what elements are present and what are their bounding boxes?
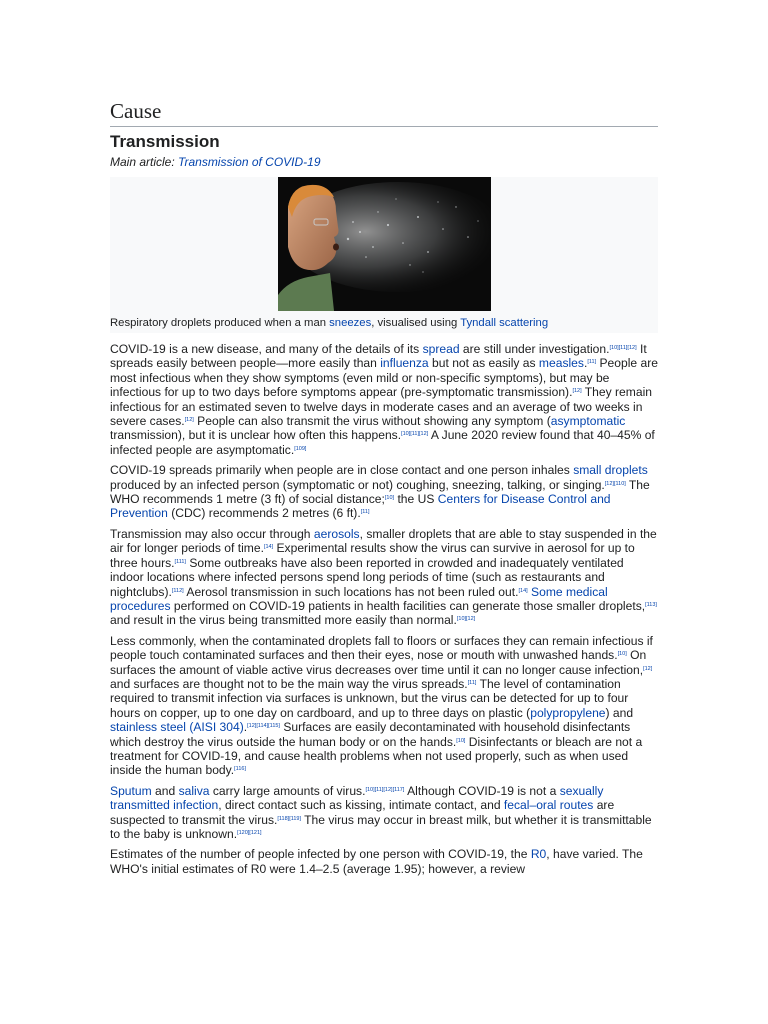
caption-link-tyndall-scattering[interactable]: Tyndall scattering	[460, 317, 549, 329]
citation-ref[interactable]: [11]	[587, 359, 597, 366]
inline-link[interactable]: measles	[538, 356, 584, 371]
paragraph	[110, 784, 658, 842]
paragraph-text: Transmission may also occur through	[110, 526, 314, 541]
citation-ref[interactable]: [116]	[234, 766, 246, 773]
inline-link[interactable]: Sputum	[110, 783, 152, 798]
paragraph-text: .	[583, 356, 588, 371]
inline-link[interactable]: influenza	[380, 356, 429, 371]
section-heading: Cause	[110, 98, 658, 127]
inline-link[interactable]: Some medical procedures	[110, 584, 608, 613]
main-article-link[interactable]: Transmission of COVID-19	[178, 155, 321, 169]
paragraph-text: and surfaces are thought not to be the main way the virus spreads.	[110, 676, 468, 691]
citation-ref[interactable]: [12]	[184, 417, 194, 424]
paragraph-text: are suspected to transmit the virus.	[110, 798, 615, 827]
article-body	[110, 342, 658, 876]
citation-ref[interactable]: [10]	[384, 495, 395, 502]
inline-link[interactable]: aerosols	[313, 526, 360, 541]
paragraph-text: Experimental results show the virus can survive in aerosol for up to three hours.	[110, 541, 635, 570]
inline-link[interactable]: asymptomatic	[550, 414, 626, 429]
paragraph-text: Aerosol transmission in such locations has not been ruled out.	[183, 584, 519, 599]
citation-ref[interactable]: [10]	[617, 651, 627, 658]
citation-ref[interactable]: [11]	[360, 509, 370, 516]
paragraph-text: The level of contamination required to transmit infection via surfaces is unknown, but the virus can be detected for up to four hours on copper, up to one day on cardboard, and up to three days on plastic (	[110, 676, 629, 720]
caption-text: Respiratory droplets produced when a man	[110, 317, 330, 329]
paragraph-text: The WHO recommends 1 metre (3 ft) of social distance;	[110, 477, 650, 507]
paragraph-text: Estimates of the number of people infected by one person with COVID-19, the	[110, 847, 531, 862]
inline-link[interactable]: sexually transmitted infection	[110, 783, 604, 813]
paragraph-text: A June 2020 review found that 40–45% of infected people are asymptomatic.	[110, 428, 655, 457]
paragraph-text: Less commonly, when the contaminated droplets fall to floors or surfaces they can remain infectious if people touch contaminated surfaces and then their eyes, nose or mouth with unwashed hands.	[110, 633, 653, 663]
paragraph-text: produced by an infected person (symptomatic or not) coughing, sneezing, talking, or singing.	[110, 477, 605, 492]
paragraph-text: and result in the virus being transmitted more easily than normal.	[110, 613, 457, 628]
paragraph-text: (CDC) recommends 2 metres (6 ft).	[167, 506, 361, 521]
citation-ref[interactable]: [10][12]	[456, 616, 476, 623]
subsection-heading: Transmission	[110, 132, 220, 151]
article-content	[110, 98, 658, 882]
citation-ref[interactable]: [118][119]	[277, 815, 302, 822]
paragraph-text: COVID-19 is a new disease, and many of the details of its	[110, 342, 423, 356]
inline-link[interactable]: R0	[530, 847, 547, 862]
paragraph-text: People are most infectious when they show symptoms (even mild or non-specific symptoms), but may be infectious for up to two days before symptoms appear (pre-symptomatic transmission).	[110, 356, 658, 400]
citation-ref[interactable]: [120][121]	[237, 830, 262, 836]
paragraph-text: carry large amounts of virus.	[209, 783, 366, 798]
paragraph	[110, 463, 658, 521]
figure-caption	[110, 316, 548, 331]
inline-link[interactable]: spread	[422, 342, 460, 356]
paragraph-text: .	[243, 720, 248, 735]
paragraph-text: Although COVID-19 is not a	[404, 783, 560, 798]
paragraph	[110, 342, 658, 457]
citation-ref[interactable]: [12]	[643, 665, 653, 672]
citation-ref[interactable]: [11]	[467, 679, 477, 686]
hatnote-prefix: Main article:	[110, 155, 179, 169]
inline-link[interactable]: Centers for Disease Control and Prevention	[110, 492, 611, 521]
citation-ref[interactable]: [10][11][12]	[401, 431, 429, 438]
paragraph-text: , smaller droplets that are able to stay suspended in the air for longer periods of time.	[110, 526, 657, 556]
paragraph-text: People can also transmit the virus without showing any symptom (	[193, 414, 551, 429]
inline-link[interactable]: polypropylene	[530, 705, 606, 720]
paragraph-text: performed on COVID-19 patients in health facilities can generate those smaller droplets,	[170, 598, 646, 613]
citation-ref[interactable]: [109]	[294, 445, 307, 452]
paragraph-text: It spreads easily between people—more easily than	[110, 342, 647, 371]
inline-link[interactable]: stainless steel (AISI 304)	[110, 720, 244, 735]
citation-ref[interactable]: [10]	[456, 737, 466, 744]
paragraph	[110, 634, 658, 778]
citation-ref[interactable]: [113]	[645, 601, 657, 608]
citation-ref[interactable]: [14]	[263, 544, 274, 551]
paragraph-text: Some outbreaks have also been reported in crowded and inadequately ventilated indoor locations where infected persons spend long periods of time (such as restaurants and nightclubs).	[110, 555, 624, 599]
citation-ref[interactable]: [112]	[171, 587, 184, 594]
citation-ref[interactable]: [111]	[174, 558, 186, 565]
citation-ref[interactable]: [12][114][115]	[247, 723, 280, 730]
paragraph-text: transmission), but it is unclear how often this happens.	[110, 428, 402, 443]
paragraph-text: The virus may occur in breast milk, but whether it is transmittable to the baby is unknown.	[110, 812, 652, 841]
citation-ref[interactable]: [14]	[518, 587, 528, 594]
citation-ref[interactable]: [10][11][12][117]	[365, 786, 405, 793]
paragraph-text: but not as easily as	[428, 356, 539, 371]
paragraph-text: ) and	[605, 705, 634, 720]
caption-text: , visualised using	[371, 317, 461, 329]
paragraph-text: , direct contact such as kissing, intimate contact, and	[218, 798, 504, 813]
paragraph-text: On surfaces the amount of viable active virus decreases over time until it can no longer cause infection,	[110, 648, 647, 677]
paragraph-text: Surfaces are easily decontaminated with household disinfectants which destroy the virus outside the human body or on the hands.	[110, 720, 631, 749]
citation-ref[interactable]: [10][11][12]	[609, 345, 637, 351]
paragraph-text: Disinfectants or bleach are not a treatment for COVID-19, and cause health problems when not used properly, such as when used inside the human body.	[110, 734, 643, 778]
paragraph	[110, 527, 658, 628]
inline-link[interactable]: saliva	[178, 783, 210, 798]
paragraph	[110, 847, 658, 876]
sneeze-image[interactable]	[278, 177, 491, 311]
paragraph-text: COVID-19 spreads primarily when people are in close contact and one person inhales	[110, 463, 574, 478]
citation-ref[interactable]: [12]	[572, 388, 582, 395]
paragraph-text: They remain infectious for an estimated seven to twelve days in moderate cases and an average of two weeks in severe cases.	[110, 385, 652, 429]
paragraph-text: , have varied. The WHO's initial estimates of R0 were 1.4–2.5 (average 1.95); however, a review	[110, 847, 643, 876]
paragraph-text: are still under investigation.	[459, 342, 610, 356]
paragraph-text: and	[151, 783, 179, 798]
paragraph-text: the US	[394, 492, 438, 507]
citation-ref[interactable]: [12][110]	[604, 480, 626, 487]
figure	[110, 177, 658, 333]
hatnote	[110, 154, 658, 170]
inline-link[interactable]: small droplets	[573, 463, 648, 478]
caption-link-sneezes[interactable]: sneezes	[329, 317, 372, 329]
inline-link[interactable]: fecal–oral routes	[503, 798, 594, 813]
